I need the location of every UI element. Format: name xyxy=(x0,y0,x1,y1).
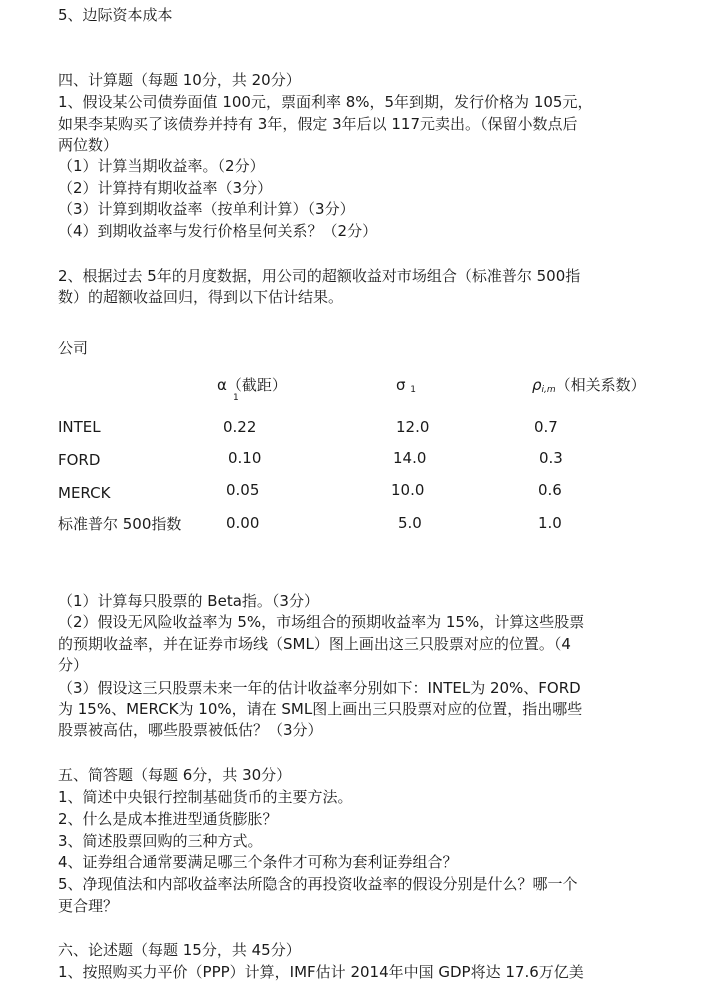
column-header-alpha: α（截距） xyxy=(217,376,287,394)
q2-subquestion: 为 15%、MERCK为 10%，请在 SML图上画出三只股票对应的位置，指出哪些 xyxy=(58,700,583,718)
table-cell-alpha: 0.05 xyxy=(226,481,260,499)
section5-question: 5、净现值法和内部收益率法所隐含的再投资收益率的假设分别是什么？哪一个 xyxy=(58,875,578,893)
table-cell-sigma: 12.0 xyxy=(396,418,430,436)
column-header-sigma: σ 1 xyxy=(396,376,417,395)
column-header-rho: ρi,m（相关系数） xyxy=(532,376,646,395)
section5-question: 3、简述股票回购的三种方式。 xyxy=(58,832,263,850)
q1-text-line: 如果李某购买了该债券并持有 3年，假定 3年后以 117元卖出。（保留小数点后 xyxy=(58,115,578,133)
section6-heading: 六、论述题（每题 15分，共 45分） xyxy=(58,941,301,959)
q1-subquestion: （4）到期收益率与发行价格呈何关系？（2分） xyxy=(58,222,378,240)
q2-subquestion: 股票被高估，哪些股票被低估？（3分） xyxy=(58,721,323,739)
q1-subquestion: （2）计算持有期收益率（3分） xyxy=(58,179,273,197)
section6-question: 1、按照购买力平价（PPP）计算，IMF估计 2014年中国 GDP将达 17.6万亿美 xyxy=(58,963,584,981)
section5-question: 1、简述中央银行控制基础货币的主要方法。 xyxy=(58,788,353,806)
q2-subquestion: 的预期收益率，并在证券市场线（SML）图上画出这三只股票对应的位置。（4 xyxy=(58,635,571,653)
section5-question: 4、证券组合通常要满足哪三个条件才可称为套利证券组合？ xyxy=(58,853,458,871)
q2-text-line: 数）的超额收益回归，得到以下估计结果。 xyxy=(58,288,344,306)
table-row-name: INTEL xyxy=(58,418,101,436)
table-cell-sigma: 14.0 xyxy=(393,449,427,467)
table-cell-rho: 0.6 xyxy=(538,481,562,499)
q2-subquestion: 分） xyxy=(58,656,89,674)
table-cell-sigma: 10.0 xyxy=(391,481,425,499)
q1-text-line: 1、假设某公司债券面值 100元，票面利率 8%，5年到期，发行价格为 105元， xyxy=(58,93,593,111)
table-row-name: 标准普尔 500指数 xyxy=(58,515,182,533)
section5-heading: 五、简答题（每题 6分，共 30分） xyxy=(58,766,292,784)
table-cell-alpha: 0.22 xyxy=(223,418,257,436)
section5-question: 2、什么是成本推进型通货膨胀？ xyxy=(58,810,278,828)
q2-text-line: 2、根据过去 5年的月度数据，用公司的超额收益对市场组合（标准普尔 500指 xyxy=(58,267,581,285)
table-row-name: MERCK xyxy=(58,484,111,502)
q1-subquestion: （1）计算当期收益率。（2分） xyxy=(58,157,265,175)
table-corner-label: 公司 xyxy=(58,339,89,357)
q2-subquestion: （2）假设无风险收益率为 5%，市场组合的预期收益率为 15%，计算这些股票 xyxy=(58,613,585,631)
section5-question: 更合理？ xyxy=(58,897,119,915)
concept-item-5: 5、边际资本成本 xyxy=(58,6,173,24)
q1-subquestion: （3）计算到期收益率（按单利计算）（3分） xyxy=(58,200,355,218)
table-cell-rho: 0.3 xyxy=(539,449,563,467)
section4-heading: 四、计算题（每题 10分，共 20分） xyxy=(58,71,301,89)
table-cell-alpha: 0.10 xyxy=(228,449,262,467)
table-cell-rho: 1.0 xyxy=(538,514,562,532)
q2-subquestion: （1）计算每只股票的 Beta指。（3分） xyxy=(58,592,319,610)
table-cell-sigma: 5.0 xyxy=(398,514,422,532)
column-header-alpha-subscript: 1 xyxy=(233,393,239,403)
table-cell-rho: 0.7 xyxy=(534,418,558,436)
q1-text-line: 两位数） xyxy=(58,136,119,154)
q2-subquestion: （3）假设这三只股票未来一年的估计收益率分别如下：INTEL为 20%、FORD xyxy=(58,679,581,697)
table-cell-alpha: 0.00 xyxy=(226,514,260,532)
table-row-name: FORD xyxy=(58,451,101,469)
